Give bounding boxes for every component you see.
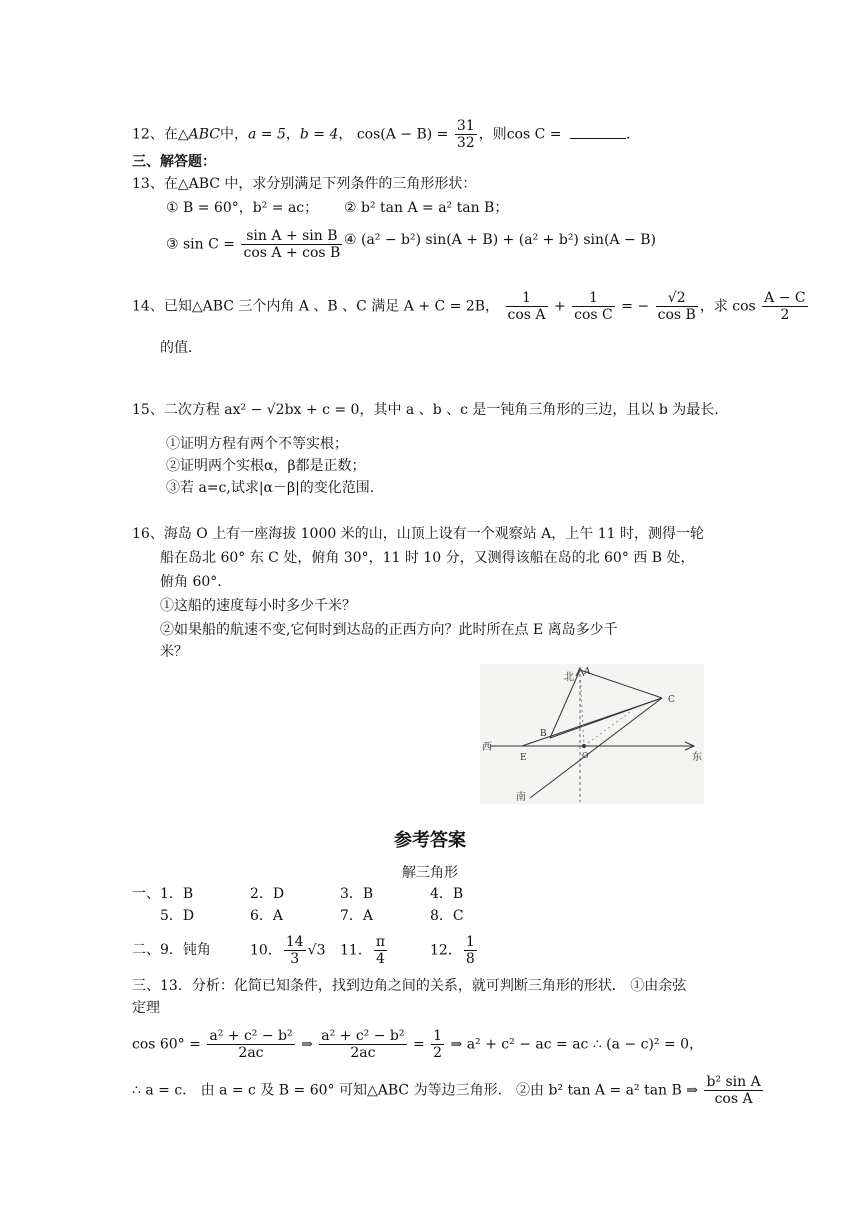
- q13-c3-den: cos A + cos B: [243, 245, 341, 261]
- label-B: B: [540, 729, 547, 739]
- a13-frac1: [207, 1028, 294, 1061]
- answer-blank: [570, 124, 626, 139]
- q13-cond2: ② b² tan A = a² tan B；: [344, 200, 509, 216]
- q14-frac3: [656, 290, 698, 323]
- q16-sub3: 米？: [160, 644, 188, 660]
- answer-11-label: 11．: [340, 942, 372, 959]
- answer-1: 一、1．B: [132, 886, 194, 902]
- a13-half-n: 1: [433, 1028, 443, 1044]
- answers-title: 参考答案: [394, 830, 466, 851]
- q13-title: 13、在△ABC 中，求分别满足下列条件的三角形形状：: [132, 176, 477, 192]
- a13-fd2: 2ac: [350, 1045, 376, 1061]
- q14-pre: 14、已知△ABC 三个内角 A 、B 、C 满足 A + C = 2B，: [132, 298, 500, 315]
- a13-fn2: a² + c² − b²: [321, 1028, 405, 1044]
- answers-subtitle: 解三角形: [402, 865, 458, 881]
- answer-3: 3．B: [340, 886, 374, 902]
- a13-cos: cos 60° =: [132, 1036, 201, 1053]
- q14-f4n: A − C: [764, 290, 806, 306]
- answer-5: 5．D: [160, 908, 195, 924]
- q16-line3: 俯角 60°.: [160, 574, 222, 590]
- q12-prefix: 12、在△: [132, 126, 189, 143]
- label-E: E: [520, 753, 527, 763]
- answer-11: [340, 934, 389, 967]
- q12-num: 31: [456, 118, 475, 134]
- q13-cond3: [166, 228, 344, 261]
- q12-abc: ABC: [188, 126, 220, 143]
- q13-c3-num: sin A + sin B: [241, 228, 342, 245]
- q12-end: .: [625, 126, 631, 143]
- answer-10: [250, 934, 325, 967]
- q13-c3-pre: ③ sin C =: [166, 236, 236, 253]
- a13-rest: ⇒ a² + c² − ac = ac ∴ (a − c)² = 0，: [450, 1036, 704, 1053]
- answer-11-frac: [374, 934, 387, 967]
- q14-frac2: [572, 290, 615, 323]
- a13-l4-fn: b² sin A: [706, 1074, 761, 1090]
- q14-plus: +: [553, 298, 566, 315]
- q14-f2n: 1: [572, 290, 615, 307]
- q13-cond4: ④ (a² − b²) sin(A + B) + (a² + b²) sin(A − B): [344, 232, 656, 248]
- answer-12-label: 12．: [430, 942, 462, 959]
- a13-line2: 定理: [132, 1000, 160, 1016]
- q12-comma2: ，: [338, 126, 353, 143]
- a12-den: 8: [465, 951, 475, 967]
- q14-frac4: [762, 290, 807, 323]
- q15-sub1: ①证明方程有两个不等实根；: [166, 436, 348, 452]
- q14-f3n: √2: [656, 290, 698, 307]
- label-east: 东: [692, 752, 702, 763]
- answer-10-frac: [284, 934, 306, 967]
- label-south: 南: [516, 792, 526, 803]
- q15-sub3: ③若 a=c,试求|α－β|的变化范围.: [166, 480, 375, 496]
- q12-cosc: cos C =: [506, 126, 562, 143]
- q12-zh: 中，: [219, 126, 248, 143]
- q14-frac1: [506, 290, 548, 323]
- q12-a: a = 5: [247, 126, 286, 143]
- q16-line1: 16、海岛 O 上有一座海拔 1000 米的山，山顶上设有一个观察站 A，上午 11 时，测得一轮: [132, 526, 704, 542]
- a13-half: [431, 1028, 444, 1061]
- answer-12: [430, 934, 479, 967]
- a13-half-d: 2: [433, 1045, 443, 1061]
- q13-cond1: ① B = 60°，b² = ac；: [166, 200, 319, 216]
- a13-line1: 三、13．分析：化简已知条件，找到边角之间的关系，就可判断三角形的形状． ①由余弦: [132, 978, 687, 994]
- answer-12-frac: [464, 934, 477, 967]
- q16-sub1: ①这船的速度每小时多少千米？: [160, 598, 356, 614]
- q16-sub2: ②如果船的航速不变,它何时到达岛的正西方向？此时所在点 E 离岛多少千: [160, 622, 618, 638]
- label-C: C: [668, 695, 675, 705]
- question-12: [132, 118, 630, 151]
- a12-num: 1: [465, 934, 475, 950]
- q12-then: ，则: [478, 126, 507, 143]
- q15-sub2: ②证明两个实根α，β都是正数；: [166, 458, 366, 474]
- answer-10-label: 10．: [250, 942, 282, 959]
- q16-figure: [480, 664, 704, 804]
- a13-fd1: 2ac: [238, 1045, 264, 1061]
- label-north: 北: [564, 672, 574, 683]
- a13-line4: [132, 1074, 765, 1107]
- q12-b: b = 4: [299, 126, 339, 143]
- geometry-diagram: [480, 664, 704, 804]
- label-O: O: [582, 751, 589, 760]
- a13-l4-fd: cos A: [714, 1091, 753, 1107]
- q12-fraction: [455, 118, 477, 151]
- q14-f1n: 1: [506, 290, 548, 307]
- a13-frac2: [319, 1028, 406, 1061]
- a10-den: 3: [290, 951, 300, 967]
- label-A: A: [584, 667, 591, 677]
- q14-eq: = −: [621, 298, 650, 315]
- a10-tail: √3: [307, 942, 326, 959]
- q13-c3-fraction: [241, 228, 342, 261]
- answer-6: 6．A: [250, 908, 284, 924]
- answer-8: 8．C: [430, 908, 464, 924]
- q12-cos-ab: cos(A − B) =: [356, 126, 449, 143]
- question-14: [132, 290, 810, 323]
- q14-f3d: cos B: [657, 307, 696, 323]
- a13-fn1: a² + c² − b²: [209, 1028, 293, 1044]
- a13-l4-text: ∴ a = c． 由 a = c 及 B = 60° 可知△ABC 为等边三角形． ②由 b² tan A = a² tan B ⇒: [132, 1082, 698, 1099]
- answer-9: 二、9．钝角: [132, 942, 211, 958]
- q14-f2d: cos C: [574, 307, 613, 323]
- answer-7: 7．A: [340, 908, 374, 924]
- answer-2: 2．D: [250, 886, 285, 902]
- a10-num: 14: [285, 934, 304, 950]
- q14-f4d: 2: [780, 307, 790, 323]
- q16-line2: 船在岛北 60° 东 C 处，俯角 30°，11 时 10 分，又测得该船在岛的北 60° 西 B 处，: [160, 550, 695, 566]
- label-west: 西: [482, 742, 492, 753]
- q14-ask: ，求 cos: [699, 298, 756, 315]
- a13-l4-frac: [704, 1074, 762, 1107]
- answer-4: 4．B: [430, 886, 464, 902]
- a13-line3: [132, 1028, 703, 1061]
- q12-den: 32: [456, 135, 475, 151]
- a13-eq: =: [412, 1036, 425, 1053]
- section-3-heading: 三、解答题：: [132, 154, 216, 170]
- q14-tail: 的值.: [160, 340, 193, 356]
- a13-arrow: ⇒: [301, 1036, 313, 1053]
- q14-f1d: cos A: [507, 307, 546, 323]
- a11-den: 4: [375, 951, 385, 967]
- question-15: 15、二次方程 ax² − √2bx + c = 0，其中 a 、b 、c 是一钝角三角形的三边，且以 b 为最长.: [132, 402, 719, 418]
- a11-num: π: [375, 934, 386, 950]
- q12-comma: ，: [285, 126, 300, 143]
